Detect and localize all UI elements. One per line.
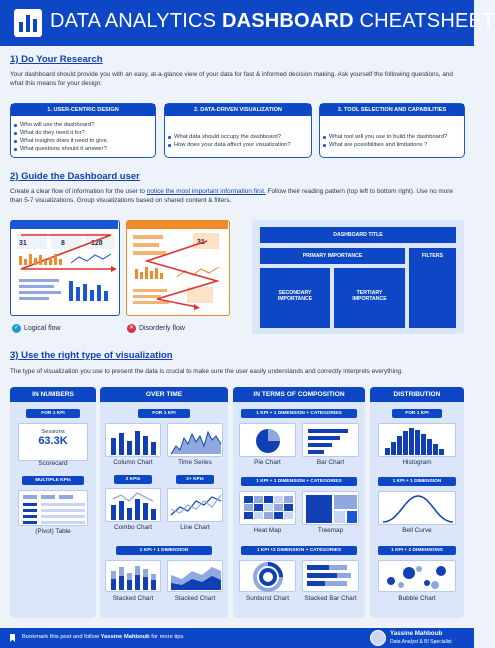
footer-bar — [0, 628, 474, 648]
question-item: What data should occupy the dashboard? — [174, 133, 305, 141]
kpi-pill: 1 KPI + 1 DIMENSION — [378, 477, 456, 486]
stacked-area-tile — [167, 560, 223, 592]
section-3-intro: The type of visualization you use to present the data is crucial to make sure the user easily understands and correctly interprets everything. — [10, 368, 403, 375]
question-item: What are possibilities and limitations ? — [329, 141, 458, 149]
page-title: DATA ANALYTICS DASHBOARD CHEATSHEET — [50, 10, 495, 32]
chart-caption: Scorecard — [38, 460, 68, 467]
layout-tertiary-block: TERTIARY IMPORTANCE — [334, 268, 405, 328]
bell-curve-tile — [378, 491, 456, 525]
stacked-bar-chart-tile — [302, 560, 359, 592]
column-composition: IN TERMS OF COMPOSITION 1 KPI + 1 DIMENSION + CATEGORIES Pie Chart Bar Chart 1 KPI + 1 DIMENSION + CATEGORIES Heat Map Treemap 1 KPI +2 DIMENSION + CATEGORIES Sunburst Chart Stacked Bar Chart — [233, 387, 365, 618]
author-role: Data Analyst & BI Specialist — [390, 639, 452, 645]
bubble-chart-tile — [378, 560, 456, 592]
kpi-pill: 2+ KPIs — [176, 475, 214, 484]
chart-caption: Bell Curve — [402, 527, 432, 534]
kpi-value: 31 — [19, 240, 27, 247]
question-item: What do they need it for? — [20, 129, 149, 137]
bookmark-icon — [10, 634, 15, 642]
chart-caption: Stacked Bar Chart — [304, 595, 357, 602]
histogram-tile — [378, 423, 456, 457]
chart-caption: Combo Chart — [113, 524, 152, 531]
question-item: What questions should it answer? — [20, 145, 149, 153]
section-1-title: 1) Do Your Research — [10, 54, 103, 65]
chart-logo-icon — [14, 9, 42, 37]
question-item: Who will use the dashboard? — [20, 121, 149, 129]
kpi-pill: 2 KPIs — [114, 475, 152, 484]
kpi-pill: FOR 1 KPI — [26, 409, 80, 418]
column-chart-tile — [105, 423, 161, 457]
column-in-numbers: IN NUMBERS FOR 1 KPI Sessions 63.3K Scorecard MULTIPLE KPIs (Pivot) Table — [10, 387, 96, 618]
logical-flow-label: Logical flow — [24, 325, 61, 332]
chart-caption: Bubble Chart — [398, 595, 436, 602]
kpi-value: 128 — [91, 240, 103, 247]
svg-text:31: 31 — [197, 239, 205, 246]
disorderly-flow-label: Disorderly flow — [139, 325, 185, 332]
chart-caption: (Pivot) Table — [35, 528, 71, 535]
time-series-tile — [167, 423, 223, 457]
chart-caption: Stacked Chart — [112, 595, 154, 602]
scorecard-tile: Sessions 63.3K — [18, 423, 88, 461]
column-over-time: OVER TIME FOR 1 KPI Column Chart Time Series 2 KPIs 2+ KPIs Combo Chart Line Chart 1 KPI + 1 DIMENSION Stacked Chart Stacked Chart — [100, 387, 228, 618]
chart-caption: Bar Chart — [316, 459, 345, 466]
column-distribution: DISTRIBUTION FOR 1 KPI Histogram 1 KPI + 1 DIMENSION Bell Curve 1 KPI + 2 DIMENSIONS Bubble Chart — [370, 387, 464, 618]
section-1-intro: Your dashboard should provide you with an easy, at-a-glance view of your data for fast & informed decision making. Ask yourself the following questions, and what this means for your design: — [10, 71, 453, 88]
pie-chart-tile — [239, 423, 296, 457]
kpi-pill: FOR 1 KPI — [138, 409, 190, 418]
layout-title-block: DASHBOARD TITLE — [260, 227, 456, 243]
layout-filters-block: FILTERS — [409, 248, 456, 328]
kpi-value: 8 — [61, 240, 65, 247]
kpi-pill: 1 KPI + 1 DIMENSION + CATEGORIES — [241, 409, 357, 418]
author-name[interactable]: Yassine Mahboub — [390, 630, 443, 637]
chart-caption: Time Series — [178, 459, 212, 466]
research-box-data: 2. DATA-DRIVEN VISUALIZATION What data should occupy the dashboard? How does your data affect your visualization? — [164, 103, 312, 158]
pivot-table-tile — [18, 490, 88, 526]
kpi-pill: 1 KPI + 2 DIMENSIONS — [378, 546, 456, 555]
kpi-pill: MULTIPLE KPIs — [22, 476, 84, 485]
disorderly-flow-thumbnail — [126, 220, 230, 316]
flow-arrow-icon — [11, 221, 118, 315]
chart-caption: Pie Chart — [254, 459, 281, 466]
kpi-pill: 1 KPI + 1 DIMENSION + CATEGORIES — [241, 477, 357, 486]
kpi-pill: 1 KPI + 1 DIMENSION — [116, 546, 212, 555]
kpi-pill: 1 KPI +2 DIMENSION + CATEGORIES — [241, 546, 357, 555]
question-item: How does your data affect your visualization? — [174, 141, 305, 149]
header-banner — [0, 0, 495, 46]
footer-tip: Bookmark this post and follow Yassine Mahboub for more tips — [22, 634, 184, 640]
dashboard-layout-diagram — [252, 220, 464, 334]
layout-secondary-block: SECONDARY IMPORTANCE — [260, 268, 330, 328]
chart-caption: Stacked Chart — [174, 595, 216, 602]
combo-chart-tile — [105, 488, 161, 522]
logical-flow-thumbnail — [10, 220, 120, 316]
section-2-intro: Create a clear flow of information for the user to notice the most important information first. Follow their reading pattern (top left to bottom right). Use no more than 5-7 visualizations. Group visualizations based on shared content & filters. — [10, 188, 453, 205]
section-2-title: 2) Guide the Dashboard user — [10, 171, 140, 182]
research-box-user: 1. USER-CENTRIC DESIGN Who will use the dashboard? What do they need it for? What insights does it need to give. What questions should it answer? — [10, 103, 156, 158]
treemap-tile — [302, 491, 359, 525]
stacked-column-tile — [105, 560, 161, 592]
question-item: What tool will you use to build the dashboard? — [329, 133, 458, 141]
chart-caption: Line Chart — [180, 524, 210, 531]
chart-caption: Heat Map — [253, 527, 282, 534]
chart-caption: Sunburst Chart — [246, 595, 289, 602]
heat-map-tile — [239, 491, 296, 525]
cross-icon: ✕ — [128, 325, 135, 331]
chart-caption: Treemap — [317, 527, 344, 534]
chart-caption: Column Chart — [113, 459, 153, 466]
kpi-pill: FOR 1 KPI — [392, 409, 442, 418]
author-avatar[interactable] — [370, 630, 386, 646]
sunburst-chart-tile — [239, 560, 296, 592]
layout-primary-block: PRIMARY IMPORTANCE — [260, 248, 405, 264]
bar-chart-tile — [302, 423, 359, 457]
check-icon: ✓ — [13, 325, 20, 331]
question-item: What insights does it need to give. — [20, 137, 149, 145]
line-chart-tile — [167, 488, 223, 522]
disorder-arrow-icon — [127, 221, 228, 315]
research-box-tool: 3. TOOL SELECTION AND CAPABILITIES What tool will you use to build the dashboard? What are possibilities and limitations ? — [319, 103, 465, 158]
chart-caption: Histogram — [402, 459, 432, 466]
section-3-title: 3) Use the right type of visualization — [10, 350, 173, 361]
